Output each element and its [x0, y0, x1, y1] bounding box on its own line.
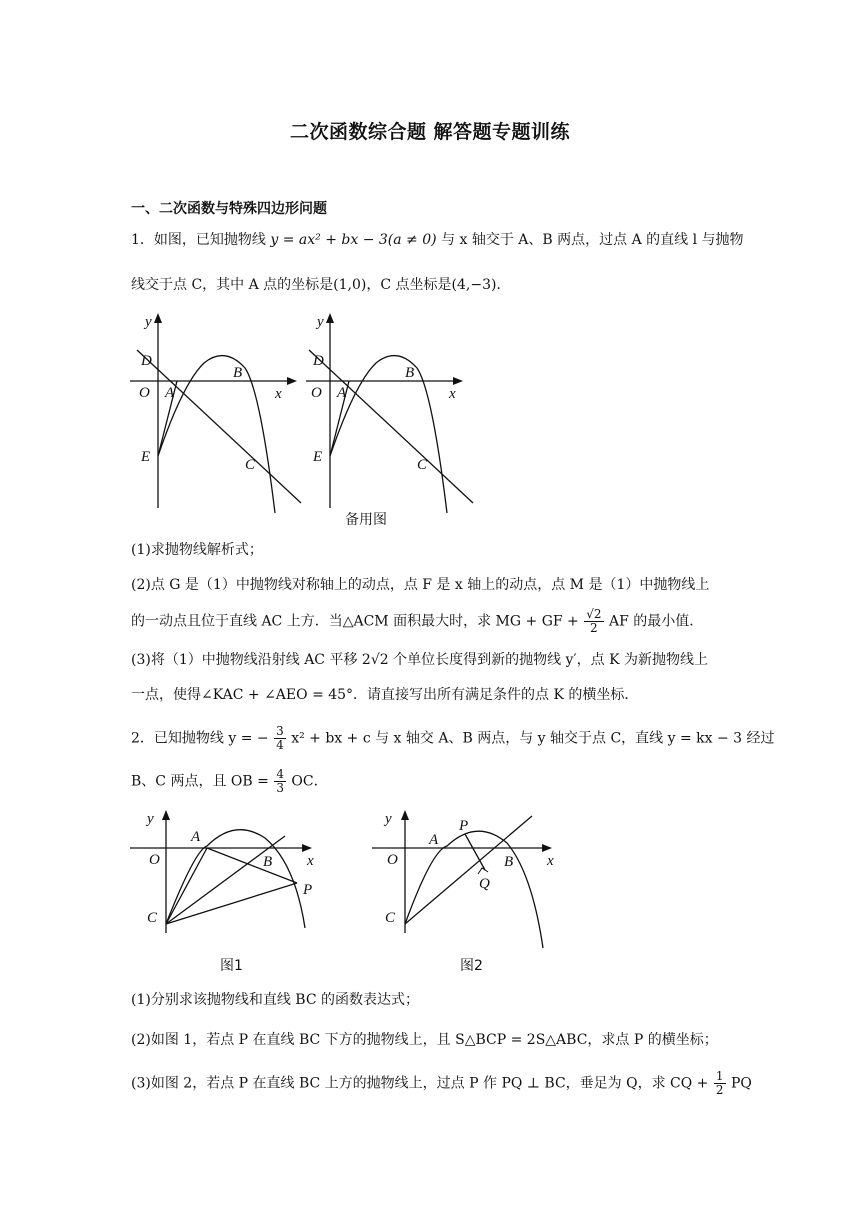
- label-O: O: [149, 852, 160, 868]
- section-heading: 一、二次函数与特殊四边形问题: [131, 201, 327, 217]
- caption-fig1: 图1: [220, 958, 243, 974]
- label-O: O: [311, 385, 322, 401]
- q2-line2-pre: B、C 两点，且 OB =: [131, 773, 269, 790]
- q2-part3-post: PQ: [730, 1075, 752, 1092]
- q1-figure-spare: [306, 313, 473, 528]
- q2-line1-pre: 2．已知抛物线 y = −: [131, 730, 269, 747]
- label-x: x: [307, 853, 314, 869]
- q1-line2: 线交于点 C，其中 A 点的坐标是(1,0)，C 点坐标是(4,−3)．: [131, 277, 511, 293]
- q2-line2-post: OC．: [291, 773, 328, 790]
- label-A: A: [165, 385, 175, 401]
- q2-part2: (2)如图 1，若点 P 在直线 BC 下方的抛物线上，且 S△BCP = 2S△ABC，求点 P 的横坐标；: [131, 1032, 718, 1048]
- q2-line2: [131, 768, 328, 795]
- label-A: A: [337, 385, 347, 401]
- fraction: $\frac{4}{3}$: [276, 767, 284, 795]
- label-O: O: [139, 385, 150, 401]
- q2-line1-post: x² + bx + c 与 x 轴交 A、B 两点，与 y 轴交于点 C，直线 y = kx − 3 经过: [291, 730, 775, 747]
- label-D: D: [141, 353, 152, 369]
- q1-figures: [125, 308, 485, 533]
- q2-figure-2: [372, 810, 554, 974]
- q2-figure-1: [130, 810, 314, 974]
- q2-part1: (1)分别求该抛物线和直线 BC 的函数表达式；: [131, 992, 419, 1008]
- label-C: C: [245, 457, 256, 473]
- label-B: B: [405, 365, 415, 381]
- label-x: x: [275, 386, 282, 402]
- label-B: B: [504, 854, 514, 870]
- q1-text1: 与 x 轴交于 A、B 两点，过点 A 的直线 l 与抛物: [441, 232, 744, 248]
- label-B: B: [263, 854, 273, 870]
- q1-num: 1．如图，已知抛物线: [131, 232, 266, 248]
- caption-spare: 备用图: [345, 512, 387, 528]
- q1-figure-main: [130, 313, 301, 513]
- label-P: P: [303, 882, 313, 898]
- label-y: y: [317, 314, 324, 330]
- q2-line1: [131, 725, 775, 752]
- caption-fig2: 图2: [460, 958, 483, 974]
- q1-part2a: (2)点 G 是（1）中抛物线对称轴上的动点，点 F 是 x 轴上的动点，点 M 是（1）中抛物线上: [131, 577, 710, 593]
- label-D: D: [313, 353, 324, 369]
- label-B: B: [233, 365, 243, 381]
- label-P: P: [459, 818, 469, 834]
- q1-part2b-pre: 的一动点且位于直线 AC 上方．当△ACM 面积最大时，求 MG + GF +: [131, 613, 579, 630]
- label-Q: Q: [479, 876, 490, 892]
- page-title: 二次函数综合题 解答题专题训练: [289, 121, 571, 143]
- q1-part2b: [131, 608, 703, 635]
- label-x: x: [449, 386, 456, 402]
- fraction: $\frac{3}{4}$: [276, 724, 284, 752]
- fraction: $\frac{1}{2}$: [715, 1069, 724, 1097]
- q1-part2b-post: AF 的最小值．: [608, 613, 704, 630]
- label-E: E: [313, 449, 323, 465]
- label-y: y: [145, 314, 152, 330]
- label-C: C: [417, 457, 428, 473]
- q1-equation: y = ax² + bx − 3(a ≠ 0): [270, 232, 437, 248]
- fraction: $\frac{√2}{2}$: [586, 607, 602, 635]
- label-C: C: [385, 910, 396, 926]
- q1-part3b: 一点，使得∠KAC + ∠AEO = 45°．请直接写出所有满足条件的点 K 的横坐标．: [131, 687, 639, 703]
- label-y: y: [385, 811, 392, 827]
- q2-figures: [125, 808, 575, 983]
- q1-part1: (1)求抛物线解析式；: [131, 542, 263, 558]
- q2-part3-pre: (3)如图 2，若点 P 在直线 BC 上方的抛物线上，过点 P 作 PQ ⊥ BC，垂足为 Q，求 CQ +: [131, 1075, 709, 1092]
- label-O: O: [387, 852, 398, 868]
- q1-line1: [131, 230, 744, 250]
- label-C: C: [147, 910, 158, 926]
- q2-part3: [131, 1070, 752, 1097]
- q1-part3a: (3)将（1）中抛物线沿射线 AC 平移 2√2 个单位长度得到新的抛物线 y′，点 K 为新抛物线上: [131, 652, 708, 668]
- label-A: A: [191, 829, 201, 845]
- label-y: y: [147, 811, 154, 827]
- label-E: E: [141, 449, 151, 465]
- label-A: A: [429, 832, 439, 848]
- label-x: x: [547, 853, 554, 869]
